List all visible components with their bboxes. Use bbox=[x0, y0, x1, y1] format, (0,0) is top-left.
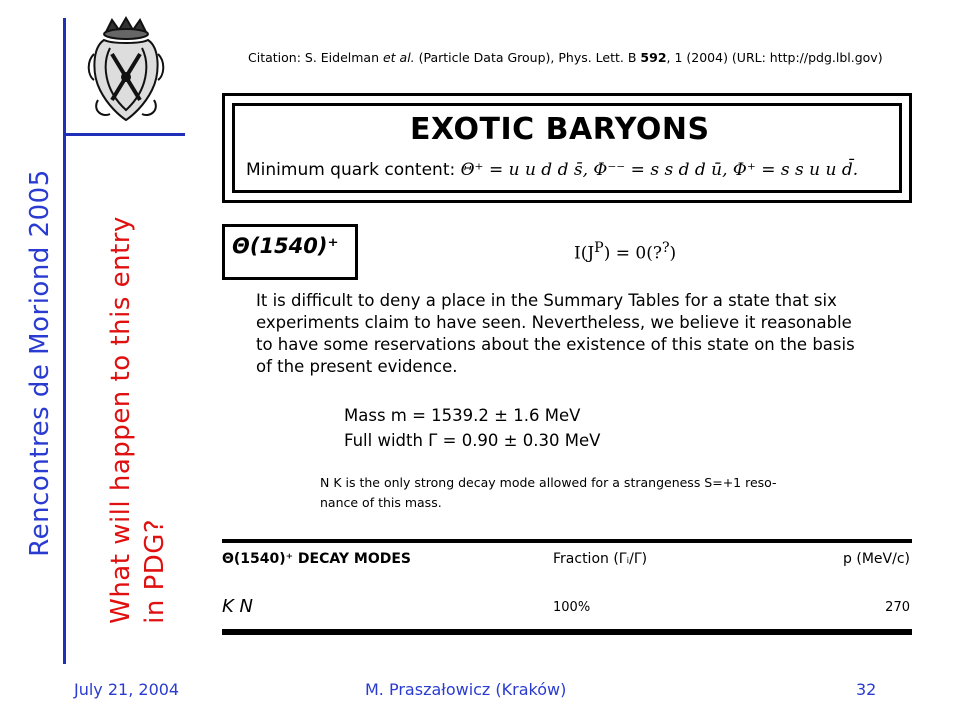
crowned-crest-icon bbox=[82, 14, 170, 126]
citation-prefix: Citation: S. Eidelman bbox=[248, 50, 383, 65]
quantum-open: I(J bbox=[574, 243, 595, 264]
momentum-header: p (MeV/c) bbox=[843, 551, 910, 567]
sidebar-horizontal-rule bbox=[63, 133, 185, 136]
decay-mode-cell: K N bbox=[222, 596, 253, 617]
particle-name: Θ(1540)⁺ bbox=[232, 234, 339, 258]
quark-content-label: Minimum quark content: bbox=[246, 160, 461, 180]
quantum-parity: P bbox=[594, 240, 604, 256]
quark-content-line bbox=[246, 160, 858, 180]
sidebar-vertical-rule bbox=[63, 18, 66, 664]
quantum-numbers bbox=[574, 240, 676, 264]
description-line: It is difficult to deny a place in the Summary Tables for a state that six bbox=[256, 291, 837, 310]
footer-author: M. Praszałowicz (Kraków) bbox=[365, 680, 567, 699]
fraction-cell: 100% bbox=[553, 600, 591, 615]
citation-etal: et al. bbox=[382, 50, 415, 65]
conference-title: Rencontres de Moriond 2005 bbox=[25, 169, 55, 557]
particle-description bbox=[256, 290, 896, 378]
mass-value: Mass m = 1539.2 ± 1.6 MeV bbox=[344, 406, 581, 425]
description-line: experiments claim to have seen. Nevertheless, we believe it reasonable bbox=[256, 313, 852, 332]
slide-question-line-2: in PDG? bbox=[140, 518, 170, 624]
slide-question bbox=[104, 216, 172, 624]
decay-note bbox=[320, 473, 777, 513]
footer-date: July 21, 2004 bbox=[74, 680, 180, 699]
pdg-citation bbox=[248, 50, 883, 65]
table-top-rule bbox=[222, 539, 912, 543]
quantum-close: ) bbox=[669, 243, 677, 264]
page-number: 32 bbox=[856, 680, 877, 699]
citation-mid: (Particle Data Group), Phys. Lett. B bbox=[414, 50, 641, 65]
quark-content-formula: Θ⁺ = u u d d s̄, Φ⁻⁻ = s s d d ū, Φ⁺ = s s u u d̄. bbox=[460, 160, 859, 180]
table-bottom-rule bbox=[222, 629, 912, 635]
quantum-unknown: ? bbox=[661, 240, 670, 256]
quantum-value: ) = 0(? bbox=[603, 243, 662, 264]
decay-note-line-2: nance of this mass. bbox=[320, 495, 442, 510]
section-title: EXOTIC BARYONS bbox=[410, 112, 710, 147]
width-value: Full width Γ = 0.90 ± 0.30 MeV bbox=[344, 431, 601, 450]
decay-note-line-1: N K is the only strong decay mode allowed for a strangeness S=+1 reso- bbox=[320, 475, 777, 490]
fraction-header: Fraction (Γᵢ/Γ) bbox=[553, 551, 648, 567]
description-line: of the present evidence. bbox=[256, 357, 458, 376]
description-line: to have some reservations about the existence of this state on the basis bbox=[256, 335, 855, 354]
citation-suffix: , 1 (2004) (URL: http://pdg.lbl.gov) bbox=[666, 50, 883, 65]
decay-modes-header: Θ(1540)⁺ DECAY MODES bbox=[222, 551, 411, 567]
citation-volume: 592 bbox=[640, 50, 667, 65]
momentum-cell: 270 bbox=[885, 600, 910, 615]
slide-question-line-1: What will happen to this entry bbox=[106, 216, 136, 624]
